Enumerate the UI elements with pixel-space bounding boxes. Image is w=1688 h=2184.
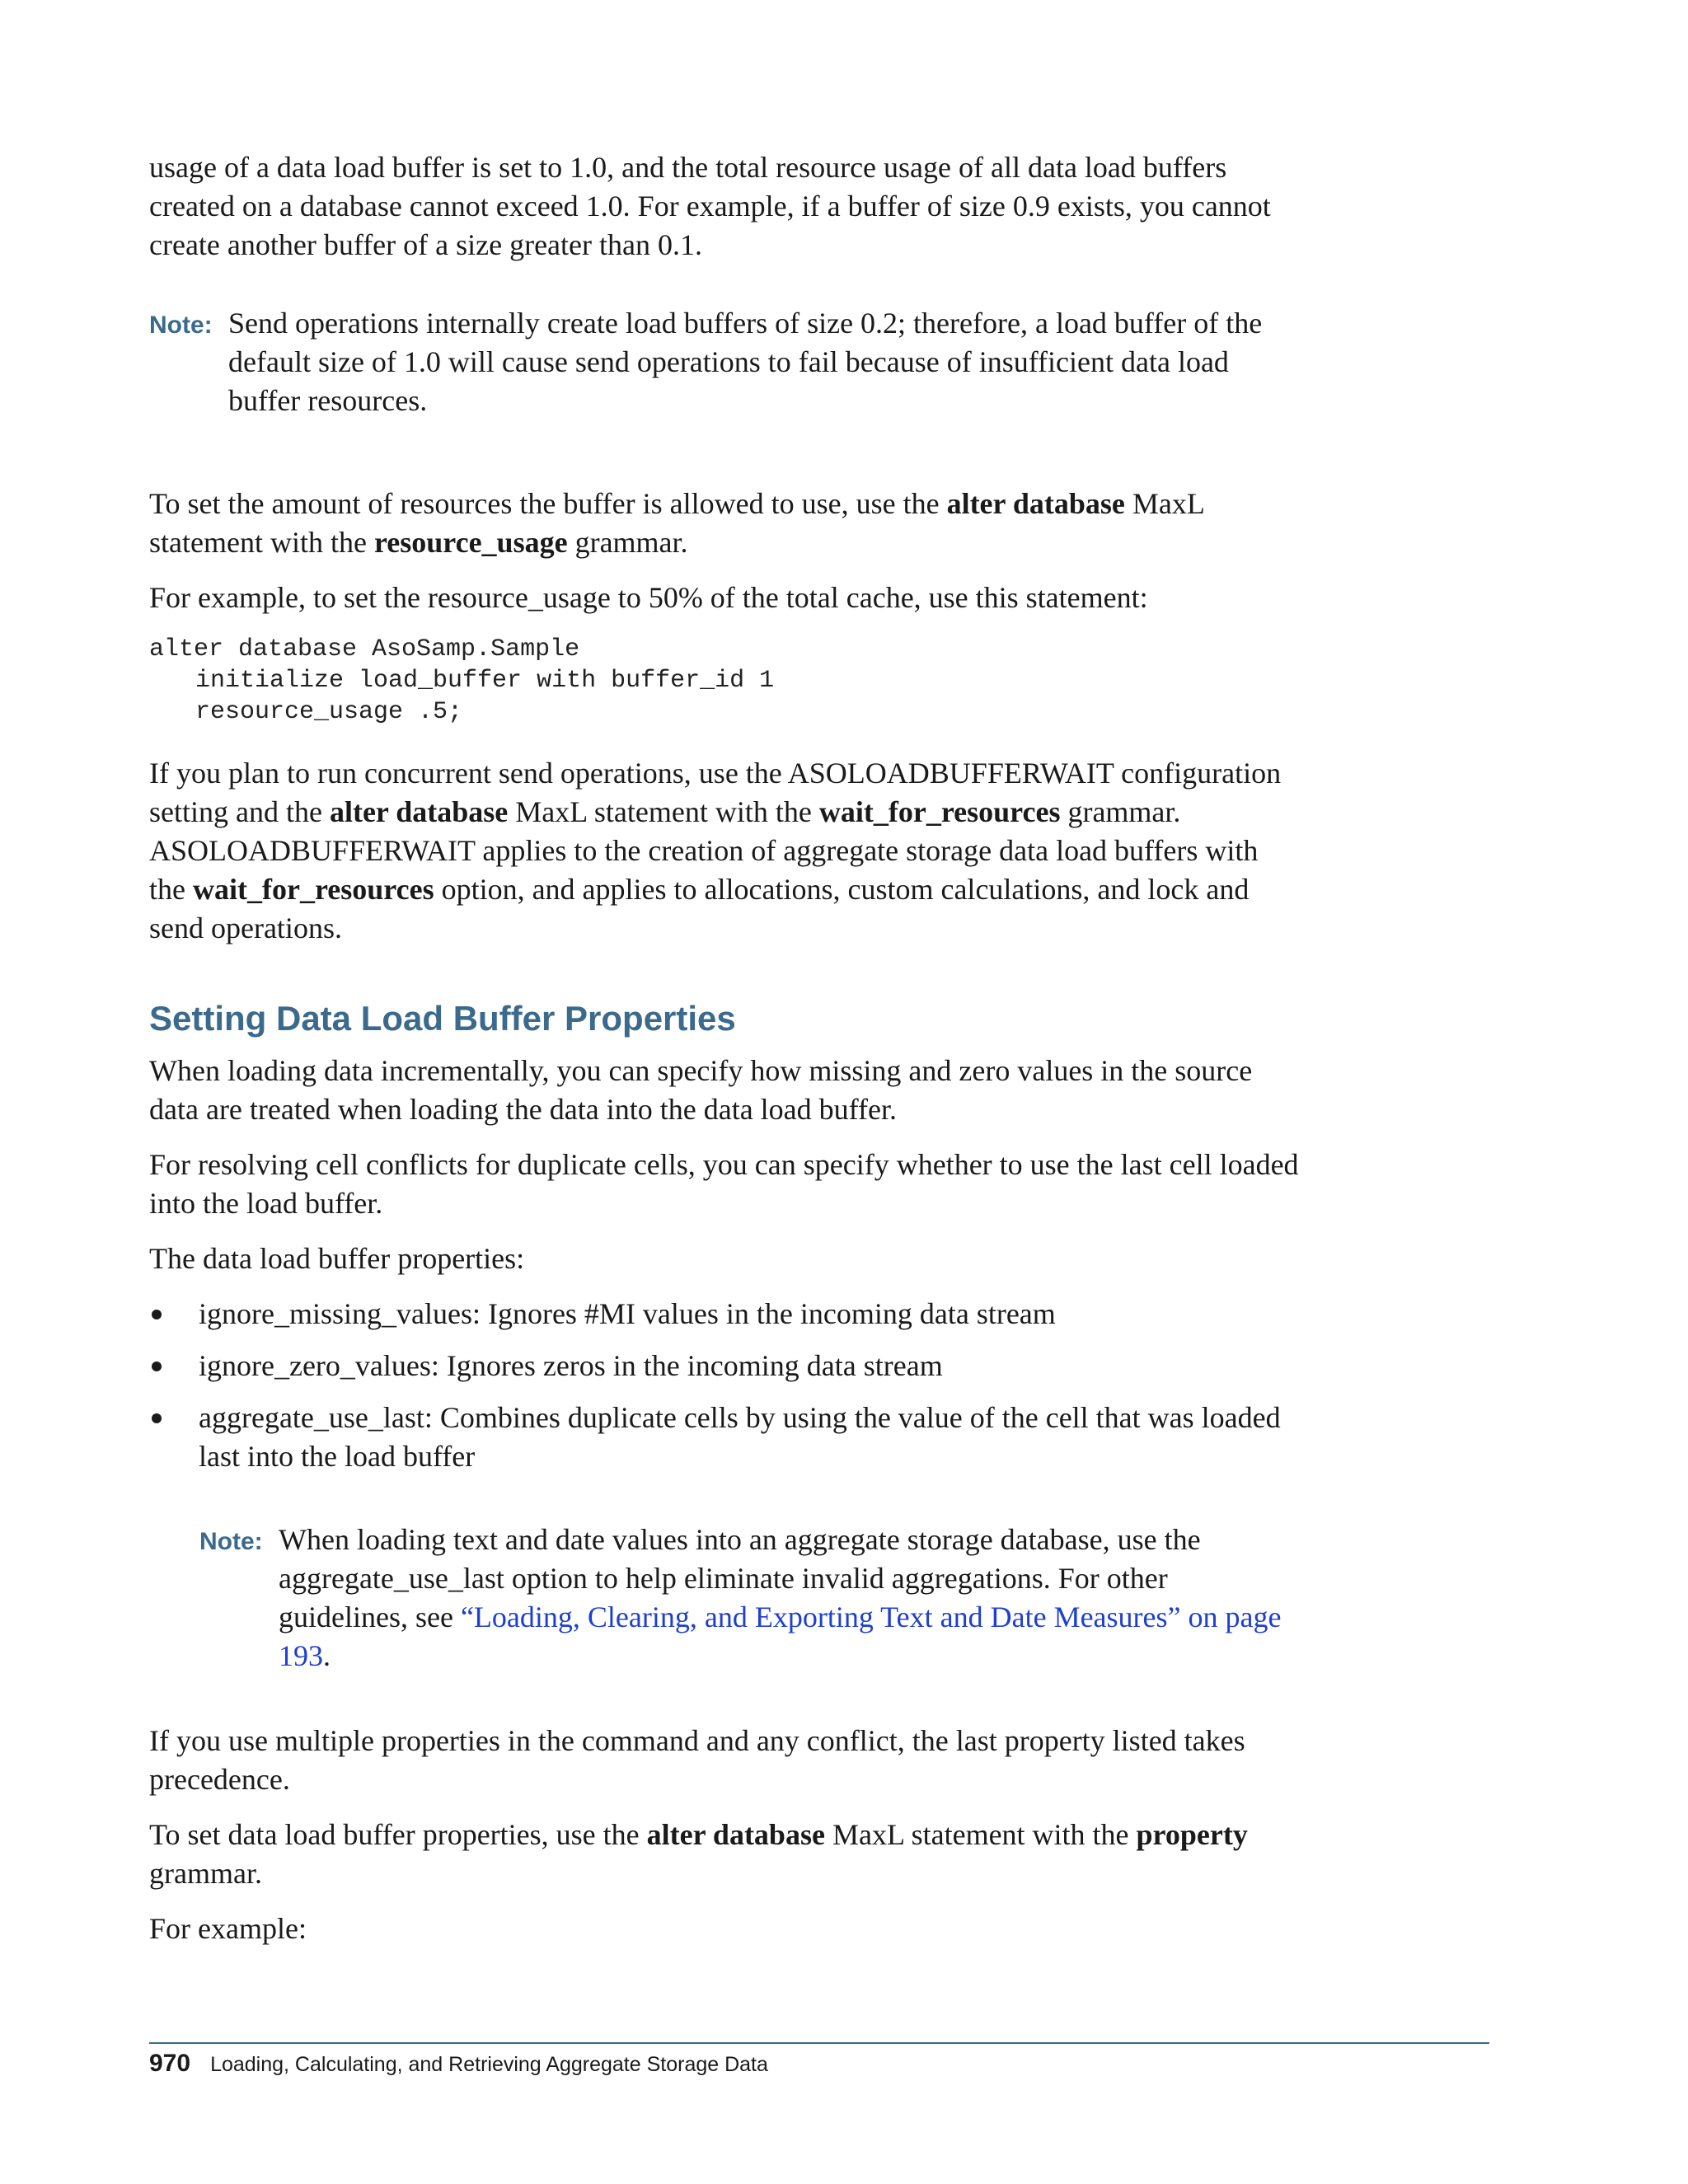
list-item: ignore_zero_values: Ignores zeros in the incoming data stream — [149, 1347, 1299, 1385]
footer-title: Loading, Calculating, and Retrieving Aggregate Storage Data — [210, 2053, 768, 2076]
bullet-icon — [149, 1295, 199, 1333]
list-item: aggregate_use_last: Combines duplicate cells by using the value of the cell that was loaded last into the load buffer — [149, 1399, 1299, 1476]
cross-reference-link[interactable]: “Loading, Clearing, and Exporting Text and Date Measures” on page 193 — [279, 1601, 1282, 1672]
paragraph: If you plan to run concurrent send operations, use the ASOLOADBUFFERWAIT configuration setting and the alter database MaxL statement with the wait_for_resources grammar. ASOLOADBUFFERWAIT applies to the creation of aggregate storage data load buffers with the wait_for_resources option, and applies to allocations, custom calculations, and lock and send operations. — [149, 757, 1282, 944]
section-heading: Setting Data Load Buffer Properties — [149, 999, 736, 1038]
note — [199, 1521, 1299, 1675]
code-block: alter database AsoSamp.Sample initialize load_buffer with buffer_id 1 resource_usage .5; — [149, 635, 775, 726]
footer-divider — [149, 2042, 1489, 2044]
bullet-icon — [149, 1347, 199, 1385]
paragraph: For resolving cell conflicts for duplicate cells, you can specify whether to use the last cell loaded into the load buffer. — [149, 1148, 1299, 1220]
paragraph: When loading data incrementally, you can specify how missing and zero values in the source data are treated when loading the data into the data load buffer. — [149, 1054, 1253, 1126]
paragraph: If you use multiple properties in the command and any conflict, the last property listed takes precedence. — [149, 1724, 1245, 1796]
list-item: ignore_missing_values: Ignores #MI values in the incoming data stream — [149, 1295, 1299, 1333]
paragraph: usage of a data load buffer is set to 1.0, and the total resource usage of all data load buffers created on a database cannot exceed 1.0. For example, if a buffer of size 0.9 exists, you cannot create another buffer of a size greater than 0.1. — [149, 151, 1271, 261]
document-body — [149, 148, 1299, 1965]
paragraph: For example, to set the resource_usage to 50% of the total cache, use this statement: — [149, 581, 1148, 614]
paragraph: For example: — [149, 1912, 307, 1945]
note — [149, 304, 1299, 420]
note-label: Note: — [149, 312, 213, 339]
page-footer — [149, 2050, 768, 2078]
bullet-icon — [149, 1399, 199, 1476]
note-label: Note: — [199, 1528, 263, 1555]
bullet-list — [149, 1295, 1299, 1476]
paragraph: To set data load buffer properties, use the alter database MaxL statement with the property grammar. — [149, 1818, 1248, 1890]
note-text: When loading text and date values into an aggregate storage database, use the aggregate_use_last option to help eliminate invalid aggregations. For other guidelines, see “Loading, Clearing, and Exporting Text and Date Measures” on page 193. — [279, 1523, 1282, 1672]
paragraph: The data load buffer properties: — [149, 1242, 525, 1275]
note-text: Send operations internally create load buffers of size 0.2; therefore, a load buffer of the default size of 1.0 will cause send operations to fail because of insufficient data load buffer resources. — [228, 307, 1263, 417]
page-number: 970 — [149, 2050, 191, 2077]
paragraph: To set the amount of resources the buffer is allowed to use, use the alter database MaxL statement with the resource_usage grammar. — [149, 487, 1204, 559]
